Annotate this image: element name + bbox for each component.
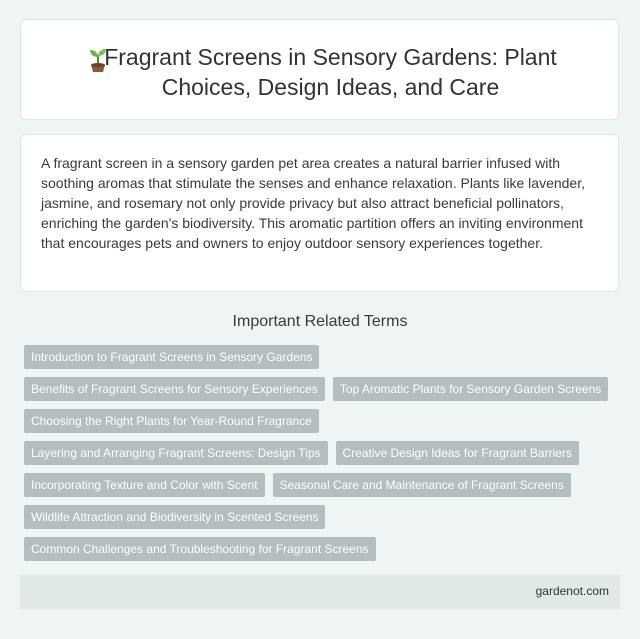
term-chip[interactable]: Seasonal Care and Maintenance of Fragrant Screens (273, 473, 571, 497)
term-chip[interactable]: Incorporating Texture and Color with Scent (24, 473, 265, 497)
header-card (20, 19, 619, 120)
footer-site-link[interactable]: gardenot.com (535, 584, 609, 598)
intro-card (20, 134, 619, 292)
term-chip[interactable]: Benefits of Fragrant Screens for Sensory Experiences (24, 377, 325, 401)
term-chip[interactable]: Choosing the Right Plants for Year-Round Fragrance (24, 409, 319, 433)
terms-list (24, 345, 624, 569)
term-chip[interactable]: Creative Design Ideas for Fragrant Barriers (336, 441, 579, 465)
term-chip[interactable]: Common Challenges and Troubleshooting for Fragrant Screens (24, 537, 376, 561)
term-chip[interactable]: Top Aromatic Plants for Sensory Garden Screens (333, 377, 608, 401)
term-chip[interactable]: Wildlife Attraction and Biodiversity in Scented Screens (24, 505, 325, 529)
term-chip[interactable]: Introduction to Fragrant Screens in Sensory Gardens (24, 345, 319, 369)
term-chip[interactable]: Layering and Arranging Fragrant Screens: Design Tips (24, 441, 328, 465)
intro-text: A fragrant screen in a sensory garden pet area creates a natural barrier infused with soothing aromas that stimulate the senses and enhance relaxation. Plants like lavender, jasmine, and rosemary not only provide privacy but also attract beneficial pollinators, enriching the garden's biodiversity. This aromatic partition offers an inviting environment that encourages pets and owners to enjoy outdoor sensory experiences together. (41, 155, 585, 251)
page-title: Fragrant Screens in Sensory Gardens: Plant Choices, Design Ideas, and Care (104, 44, 557, 100)
terms-heading: Important Related Terms (232, 313, 408, 330)
footer (20, 575, 620, 609)
